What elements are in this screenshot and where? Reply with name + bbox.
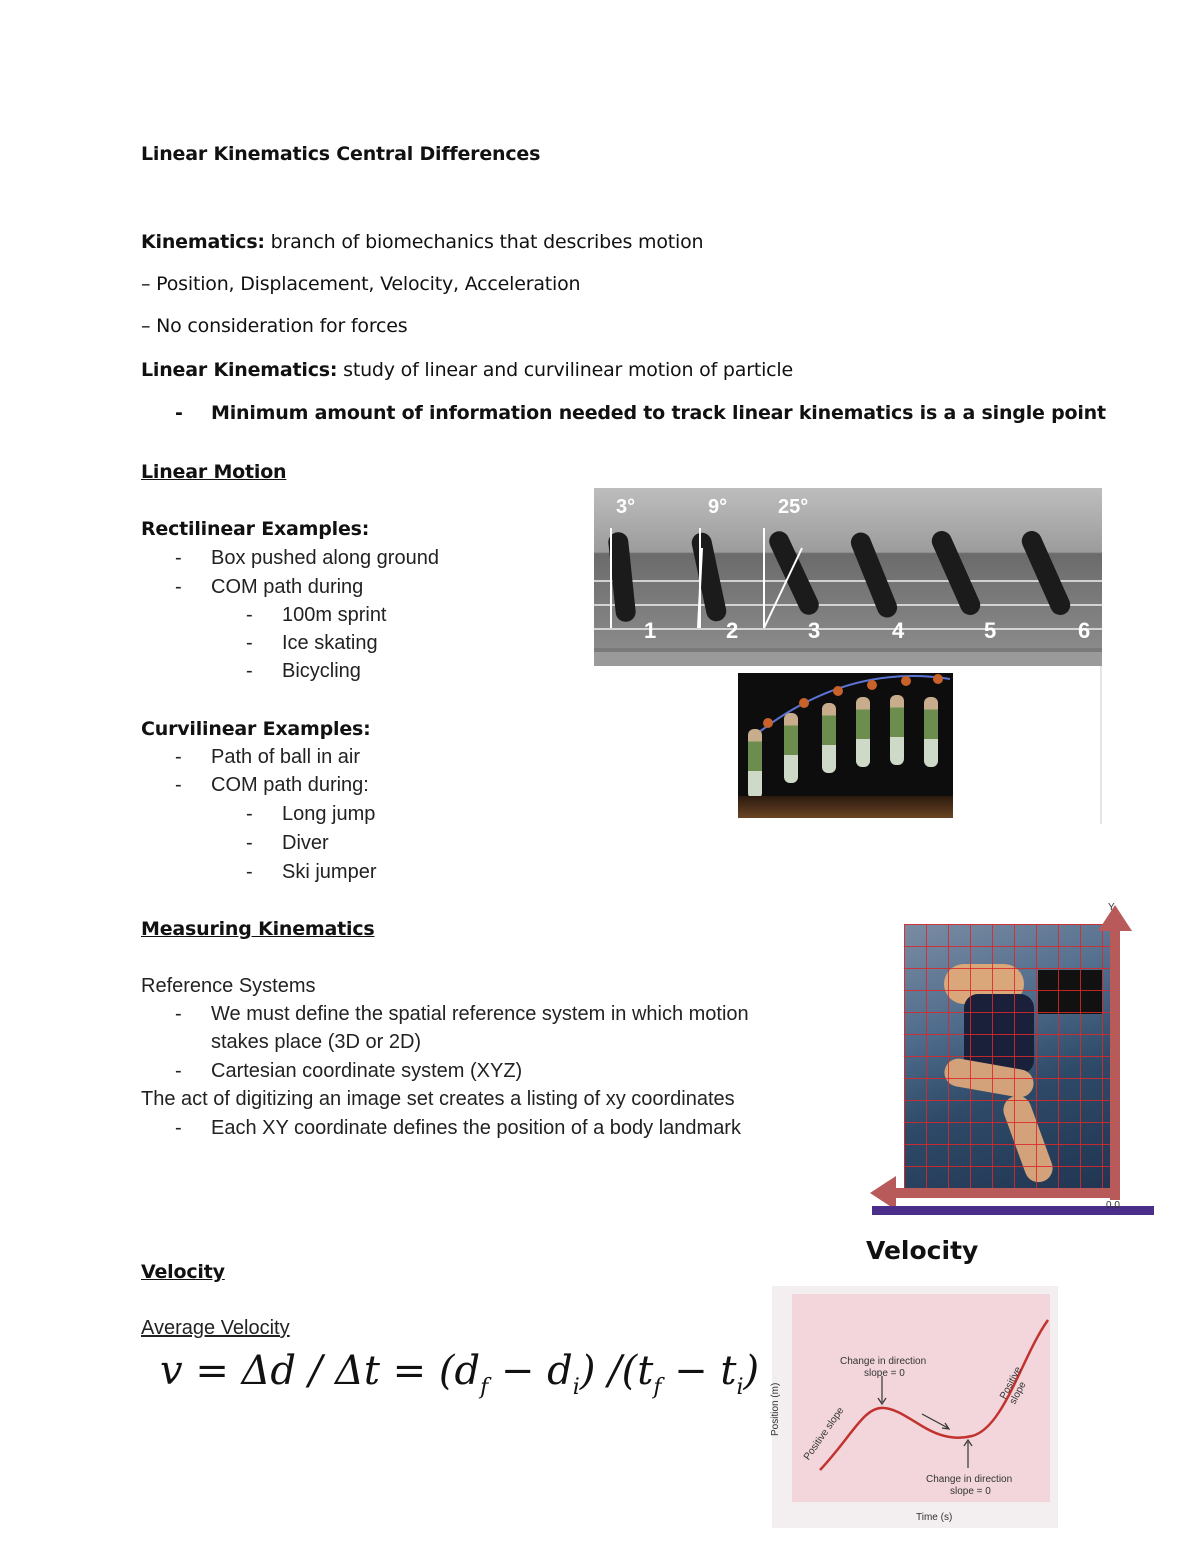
measuring-item-1-line2: stakes place (3D or 2D) [211, 1031, 422, 1053]
average-velocity-label: Average Velocity [141, 1317, 290, 1339]
kinematics-bullet-2 [141, 315, 407, 337]
linear-motion-heading: Linear Motion [141, 461, 287, 483]
minimum-info-text: Minimum amount of information needed to track linear kinematics is a a single point [211, 402, 1106, 424]
curv-item-1 [175, 746, 360, 769]
average-velocity-formula: $v = \Delta d / \Delta t = (d_f - d_i) /(t_f - t_i)$ [160, 1348, 760, 1400]
x-axis-arrowhead [870, 1176, 896, 1210]
curv-subitem-3-text: Ski jumper [282, 861, 377, 883]
rect-subitem-2 [246, 632, 378, 655]
rect-item-2 [175, 576, 364, 599]
rect-item-1 [175, 547, 439, 570]
rect-subitem-3-text: Bicycling [282, 660, 361, 682]
kinematics-bullet-2-text: No consideration for forces [156, 315, 408, 337]
positive-slope-right-label: Positive slope [998, 1365, 1029, 1407]
origin-label: 0,0 [1106, 1200, 1120, 1211]
annotation-top-line2: slope = 0 [864, 1368, 905, 1379]
dash-bullet: - [175, 774, 182, 796]
frame-number: 6 [1078, 618, 1091, 643]
measuring-item-2-text: Cartesian coordinate system (XYZ) [211, 1060, 523, 1082]
angle-label: 3° [616, 496, 636, 518]
digitized-runner-grid-figure [870, 900, 1160, 1220]
curv-subitem-1 [246, 803, 376, 826]
curvilinear-heading: Curvilinear Examples: [141, 718, 371, 740]
measuring-heading: Measuring Kinematics [141, 918, 375, 940]
rectilinear-heading: Rectilinear Examples: [141, 518, 370, 540]
dash-bullet: - [175, 1003, 182, 1025]
dash-bullet: - [246, 604, 253, 626]
position-time-graph [772, 1286, 1058, 1528]
minimum-info-item [175, 402, 1106, 424]
basketball-jump-shot-figure [738, 673, 953, 818]
y-axis-label: Y [1108, 902, 1115, 913]
frame-number: 2 [726, 618, 739, 643]
linear-kinematics-def-text: study of linear and curvilinear motion of particle [337, 359, 793, 381]
curv-subitem-2 [246, 832, 329, 855]
curv-item-2-text: COM path during: [211, 774, 369, 796]
dash-bullet: - [175, 1060, 182, 1082]
court-floor [738, 796, 953, 818]
x-axis-title: Time (s) [916, 1512, 953, 1523]
rect-item-2-text: COM path during [211, 576, 364, 598]
annotation-top-line1: Change in direction [840, 1356, 927, 1367]
positive-slope-left-label: Positive slope [802, 1405, 847, 1463]
velocity-heading: Velocity [141, 1261, 225, 1283]
curv-item-1-text: Path of ball in air [211, 746, 360, 768]
coordinate-grid [904, 924, 1110, 1196]
position-curve [772, 1286, 1058, 1528]
rect-subitem-3 [246, 660, 361, 683]
angle-label: 25° [778, 496, 809, 518]
measuring-item-2 [175, 1060, 523, 1083]
sprint-sequence-figure [594, 488, 1102, 666]
dash-bullet: - [246, 660, 253, 682]
kinematics-term: Kinematics: [141, 231, 265, 253]
frame-number: 5 [984, 618, 997, 643]
dash-bullet: - [246, 832, 253, 854]
measuring-item-1-line1: We must define the spatial reference system in which motion [211, 1003, 749, 1025]
kinematics-definition [141, 231, 703, 253]
dash-bullet: – [141, 315, 151, 337]
dash-bullet: - [175, 547, 182, 569]
dash-bullet: - [246, 861, 253, 883]
y-axis-arrowhead [1098, 905, 1132, 931]
player-figure [856, 697, 870, 767]
annotation-bottom-line2: slope = 0 [950, 1486, 991, 1497]
dash-bullet: – [141, 273, 151, 295]
rect-item-1-text: Box pushed along ground [211, 547, 439, 569]
measuring-item-1 [175, 1003, 749, 1026]
y-axis-arrow [1110, 920, 1120, 1200]
frame-number: 1 [644, 618, 657, 643]
y-axis-title: Position (m) [770, 1382, 781, 1436]
kinematics-bullet-1-text: Position, Displacement, Velocity, Acceleration [156, 273, 581, 295]
dash-bullet: - [175, 746, 182, 768]
annotation-bottom-line1: Change in direction [926, 1474, 1013, 1485]
x-axis-arrow [890, 1188, 1115, 1198]
frame-number: 4 [892, 618, 905, 643]
kinematics-def-text: branch of biomechanics that describes motion [264, 231, 704, 253]
dash-bullet: - [246, 803, 253, 825]
player-figure [822, 703, 836, 773]
curv-subitem-3 [246, 861, 377, 884]
dash-bullet: - [246, 632, 253, 654]
sprint-figure-baseline [594, 652, 1102, 666]
curv-subitem-2-text: Diver [282, 832, 329, 854]
player-figure [748, 729, 762, 799]
rect-subitem-2-text: Ice skating [282, 632, 378, 654]
dash-bullet: - [175, 402, 183, 424]
dash-bullet: - [175, 576, 182, 598]
dash-bullet: - [175, 1117, 182, 1139]
measuring-item-3-text: Each XY coordinate defines the position of a body landmark [211, 1117, 741, 1139]
reference-systems-label: Reference Systems [141, 975, 316, 997]
page-title: Linear Kinematics Central Differences [141, 143, 541, 165]
curv-item-2 [175, 774, 369, 797]
player-figure [890, 695, 904, 765]
frame-number: 3 [808, 618, 821, 643]
digitizing-paragraph: The act of digitizing an image set creates a listing of xy coordinates [141, 1088, 735, 1110]
velocity-figure-title: Velocity [866, 1236, 979, 1265]
kinematics-bullet-1 [141, 273, 580, 295]
angle-label: 9° [708, 496, 728, 518]
body-angle-lines [594, 488, 1102, 666]
linear-kinematics-term: Linear Kinematics: [141, 359, 338, 381]
measuring-item-3 [175, 1117, 741, 1140]
player-figure [784, 713, 798, 783]
rect-subitem-1-text: 100m sprint [282, 604, 387, 626]
linear-kinematics-definition [141, 359, 793, 381]
curv-subitem-1-text: Long jump [282, 803, 376, 825]
player-figure [924, 697, 938, 767]
rect-subitem-1 [246, 604, 387, 627]
